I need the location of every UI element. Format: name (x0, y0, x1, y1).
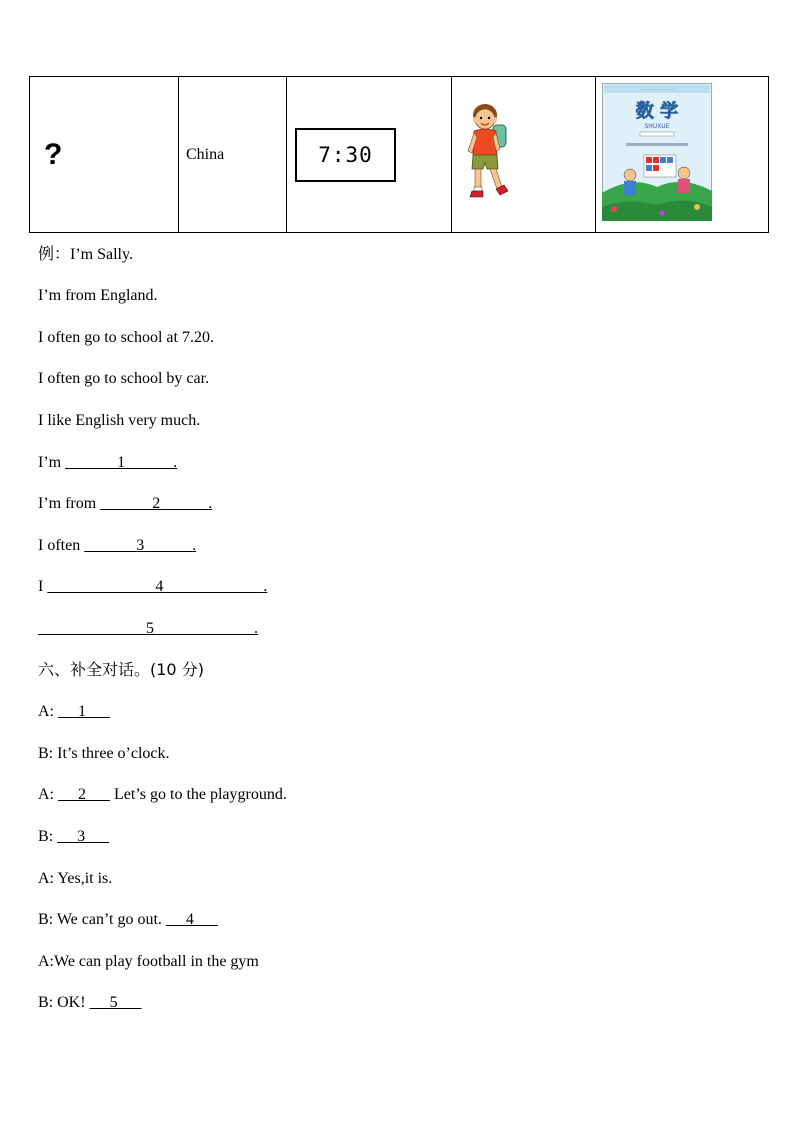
dialog-a1: A: 1 (38, 702, 110, 722)
example-line-1: 例：I’m Sally. (38, 246, 133, 263)
dialog-a4: A:We can play football in the gym (38, 953, 259, 970)
book-subtitle: SHUXUE (644, 123, 670, 130)
example-line-5: I like English very much. (38, 412, 201, 429)
writing-line-4 (38, 577, 267, 597)
info-row (30, 77, 769, 233)
digital-clock (295, 128, 396, 182)
question-cell (30, 77, 179, 233)
example-line-3: I often go to school at 7.20. (38, 329, 214, 346)
dialog-b1: B: It’s three o’clock. (38, 745, 170, 762)
book-cell (596, 77, 769, 233)
boy-with-backpack-image (466, 103, 510, 203)
section-6-title: 六、补全对话。(10 分) (38, 660, 204, 679)
info-table (29, 76, 769, 233)
writing-line-2 (38, 494, 212, 514)
dialog-blank-3[interactable]: 3 (77, 828, 86, 845)
dialog-b3: B: We can’t go out. 4 (38, 910, 218, 930)
blank-1[interactable]: 1 . (117, 454, 178, 471)
time-cell (287, 77, 452, 233)
blank-3[interactable]: 3 . (136, 537, 197, 554)
clock-time: 7:30 (318, 142, 373, 167)
dialog-blank-5[interactable]: 5 (109, 994, 118, 1011)
dialog-blank-1[interactable]: 1 (78, 703, 86, 720)
blank-4[interactable]: 4 . (155, 578, 268, 595)
dialog-b2: B: 3 (38, 827, 109, 847)
writing-line-3 (38, 536, 196, 556)
writing-line-1 (38, 453, 177, 473)
dialog-a2: A: 2 Let’s go to the playground. (38, 786, 287, 803)
country-cell (179, 77, 287, 233)
blank-5[interactable]: 5 . (146, 620, 258, 637)
book-title: 数 学 (635, 101, 679, 122)
svg-text:· · · · · · · · · · · · · ·: · · · · · · · · · · · · · · (639, 87, 675, 92)
dialog-blank-4[interactable]: 4 (185, 911, 194, 928)
boy-cell (452, 77, 596, 233)
blank-2[interactable]: 2 . (152, 495, 213, 512)
writing-prefix-4: I (38, 578, 48, 595)
dialog-a3: A: Yes,it is. (38, 870, 113, 887)
example-line-4: I often go to school by car. (38, 370, 210, 387)
example-line-2: I’m from England. (38, 287, 158, 304)
question-mark: ? (44, 137, 63, 171)
country-text: China (186, 145, 225, 163)
writing-prefix-2: I’m from (38, 495, 101, 512)
dialog-blank-2[interactable]: 2 (78, 786, 86, 803)
writing-line-5 (38, 619, 258, 639)
dialog-b4: B: OK! 5 (38, 993, 142, 1013)
writing-prefix-1: I’m (38, 454, 66, 471)
math-textbook-image (602, 83, 712, 221)
writing-prefix-3: I often (38, 537, 85, 554)
